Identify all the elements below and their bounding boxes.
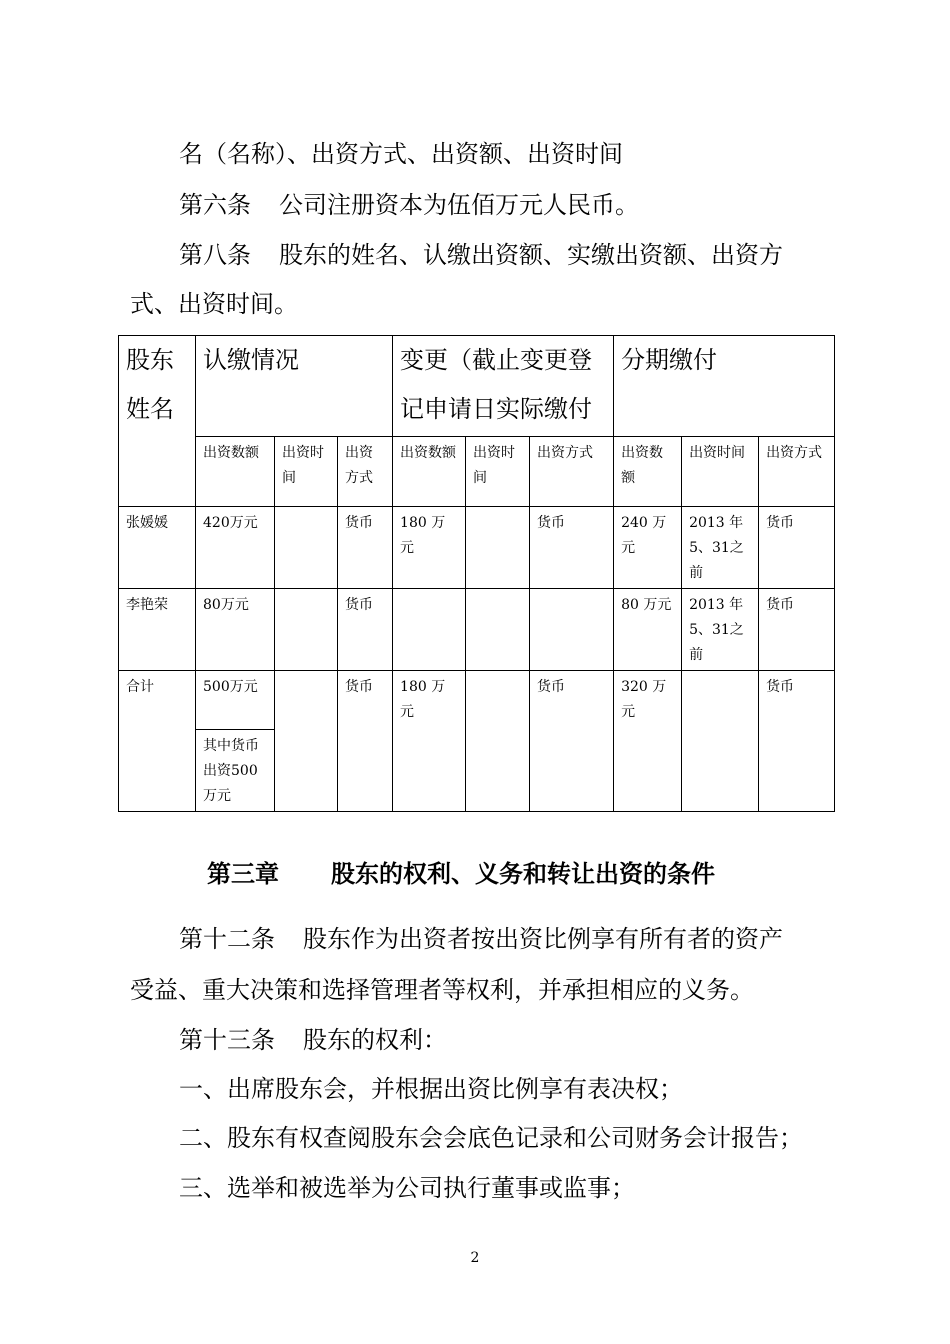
article-12-continuation: 受益、重大决策和选择管理者等权利，并承担相应的义务。 (130, 976, 754, 1004)
header-shareholder-name: 股东姓名 (119, 336, 196, 507)
cell-sub-method: 货币 (338, 507, 393, 589)
cell-chg-amount (393, 589, 466, 671)
cell-ins-amount: 240 万元 (614, 507, 682, 589)
subheader-cell: 出资方式 (759, 437, 835, 507)
cell-chg-time (466, 589, 530, 671)
cell-chg-method: 货币 (530, 671, 614, 812)
subheader-cell: 出资数额 (393, 437, 466, 507)
header-installment: 分期缴付 (614, 336, 835, 437)
cell-sub-time (275, 589, 338, 671)
header-subscribed: 认缴情况 (196, 336, 393, 437)
cell-chg-time (466, 671, 530, 812)
cell-sub-amount: 500万元 (196, 671, 275, 730)
cell-name: 张媛媛 (119, 507, 196, 589)
chapter-number: 第三章 (207, 859, 279, 888)
cell-sub-method: 货币 (338, 589, 393, 671)
article-8 (179, 240, 783, 270)
page-number: 2 (470, 1250, 480, 1266)
cell-chg-amount: 180 万元 (393, 507, 466, 589)
cell-chg-amount: 180 万元 (393, 671, 466, 812)
cell-ins-amount: 320 万元 (614, 671, 682, 812)
cell-ins-method: 货币 (759, 507, 835, 589)
cell-ins-time: 2013 年5、31之前 (682, 589, 759, 671)
article-8-text: 股东的姓名、认缴出资额、实缴出资额、出资方 (279, 241, 783, 269)
list-item: 三、选举和被选举为公司执行董事或监事； (179, 1174, 635, 1202)
article-12-label: 第十二条 (179, 925, 275, 953)
header-change: 变更（截止变更登记申请日实际缴付 (393, 336, 614, 437)
list-item: 二、股东有权查阅股东会会底色记录和公司财务会计报告； (179, 1124, 803, 1152)
subheader-cell: 出资方式 (338, 437, 393, 507)
table-row-total (119, 671, 835, 730)
cell-chg-time (466, 507, 530, 589)
capital-contribution-table (118, 335, 835, 812)
article-8-label: 第八条 (179, 241, 251, 269)
cell-ins-method: 货币 (759, 671, 835, 812)
table-row (119, 589, 835, 671)
subheader-cell: 出资方式 (530, 437, 614, 507)
cell-name: 李艳荣 (119, 589, 196, 671)
subheader-cell: 出资数额 (614, 437, 682, 507)
cell-sub-time (275, 507, 338, 589)
article-13 (179, 1025, 447, 1055)
cell-ins-time: 2013 年5、31之前 (682, 507, 759, 589)
paragraph-continuation: 名（名称）、出资方式、出资额、出资时间 (179, 140, 623, 168)
table-row (119, 507, 835, 589)
cell-sub-amount: 80万元 (196, 589, 275, 671)
article-6 (179, 190, 639, 220)
subheader-cell: 出资时间 (275, 437, 338, 507)
cell-ins-amount: 80 万元 (614, 589, 682, 671)
subheader-cell: 出资时间 (682, 437, 759, 507)
cell-ins-method: 货币 (759, 589, 835, 671)
subheader-cell: 出资数额 (196, 437, 275, 507)
cell-sub-amount-note: 其中货币出资500万元 (196, 730, 275, 812)
article-13-text: 股东的权利： (303, 1026, 447, 1054)
chapter-heading (207, 859, 715, 889)
article-8-continuation: 式、出资时间。 (130, 290, 298, 318)
article-12-text: 股东作为出资者按出资比例享有所有者的资产 (303, 925, 783, 953)
chapter-title: 股东的权利、义务和转让出资的条件 (331, 859, 715, 888)
article-6-label: 第六条 (179, 191, 251, 219)
cell-name: 合计 (119, 671, 196, 812)
cell-chg-method (530, 589, 614, 671)
cell-sub-amount: 420万元 (196, 507, 275, 589)
cell-sub-time (275, 671, 338, 812)
article-6-text: 公司注册资本为伍佰万元人民币。 (279, 191, 639, 219)
article-12 (179, 924, 783, 954)
cell-ins-time (682, 671, 759, 812)
article-13-label: 第十三条 (179, 1026, 275, 1054)
cell-chg-method: 货币 (530, 507, 614, 589)
list-item: 一、出席股东会，并根据出资比例享有表决权； (179, 1075, 683, 1103)
subheader-cell: 出资时间 (466, 437, 530, 507)
cell-sub-method: 货币 (338, 671, 393, 812)
